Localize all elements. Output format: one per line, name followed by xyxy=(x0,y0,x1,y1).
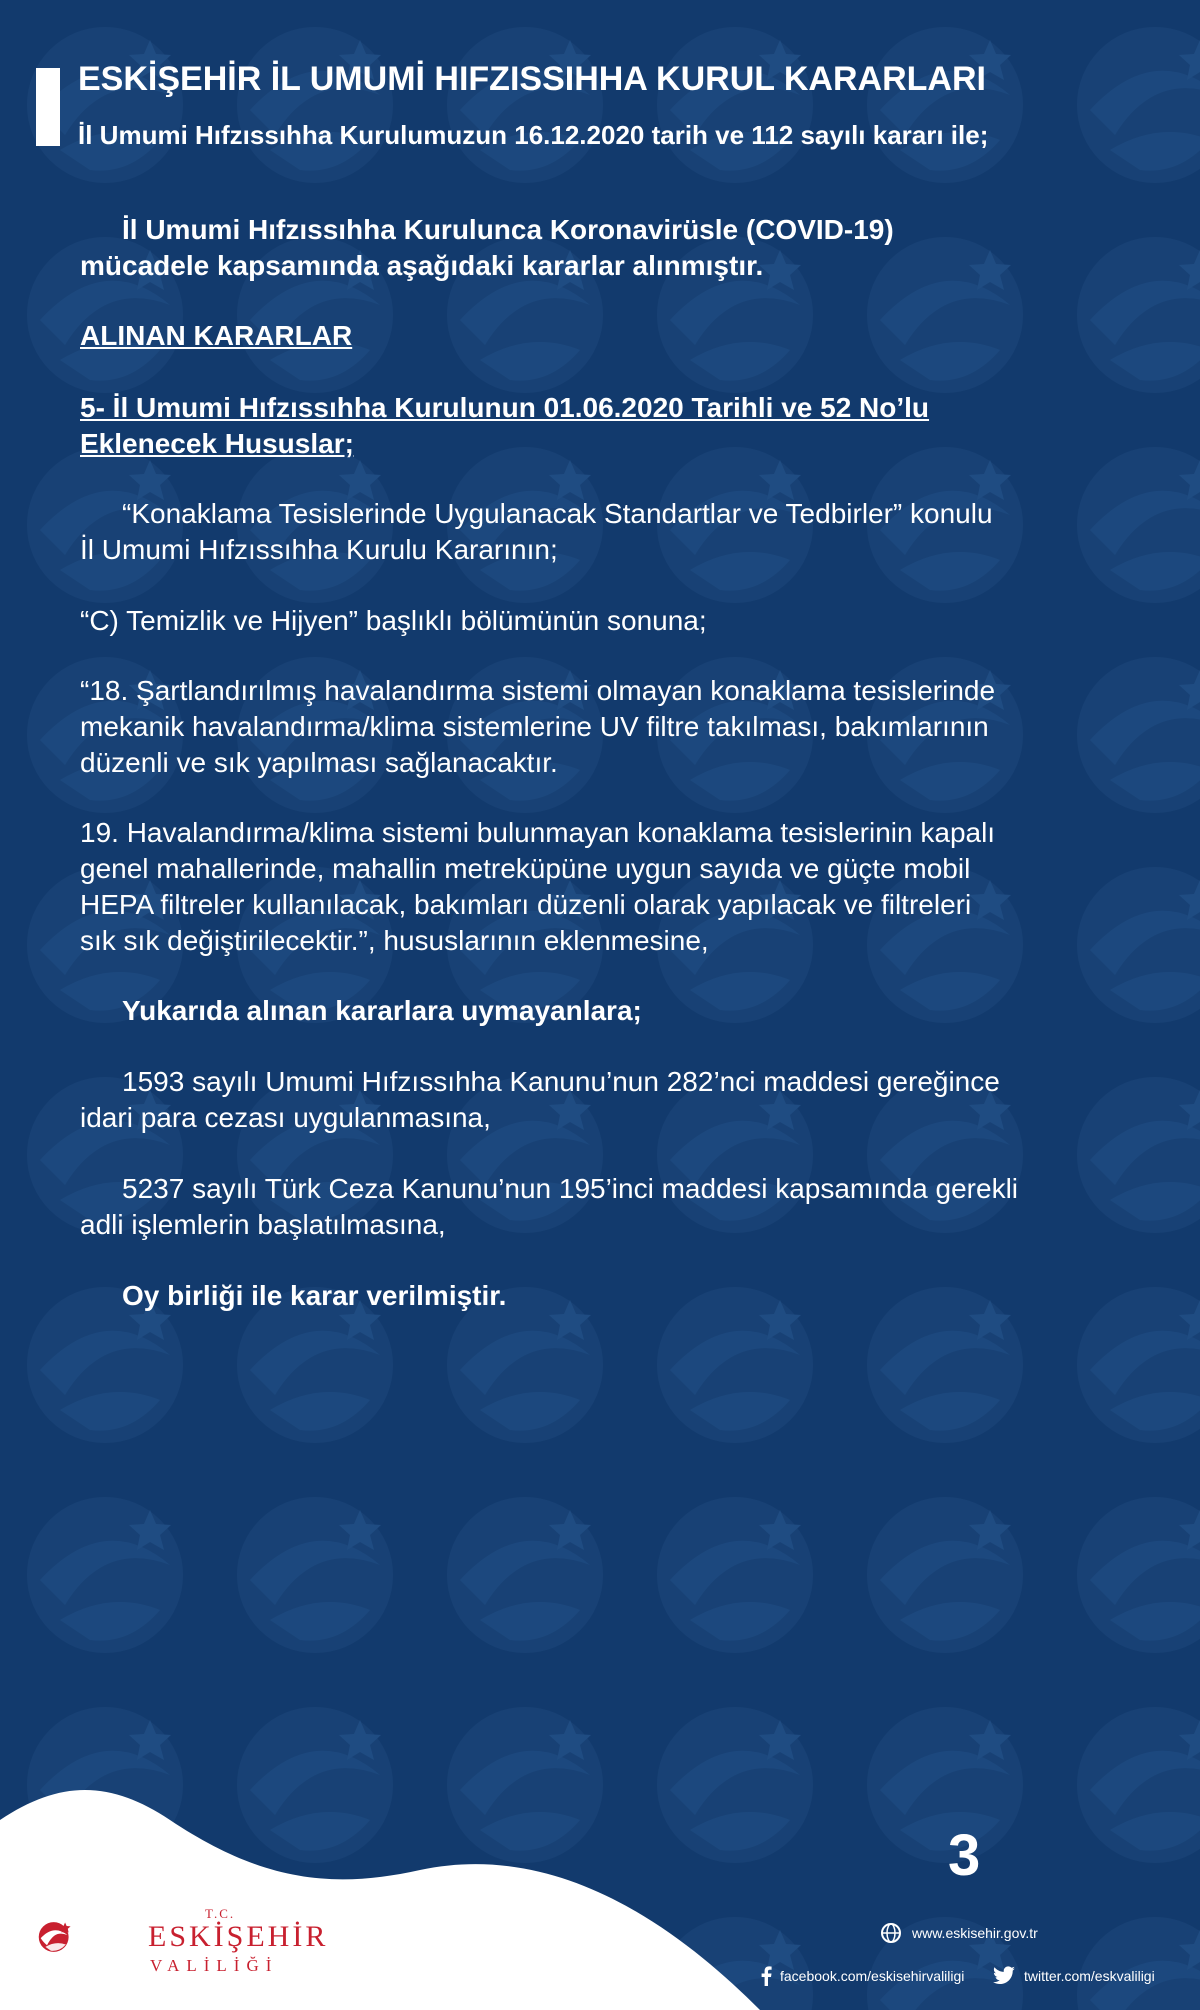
website-link[interactable]: www.eskisehir.gov.tr xyxy=(912,1925,1038,1941)
paragraph-line: 19. Havalandırma/klima sistemi bulunmayan konaklama tesislerinin kapalı xyxy=(80,817,996,848)
title-accent-bar xyxy=(36,68,60,146)
paragraph-line: İl Umumi Hıfzıssıhha Kurulu Kararının; xyxy=(80,534,558,565)
item-heading-line: Eklenecek Hususlar; xyxy=(80,428,354,459)
page-title: ESKİŞEHİR İL UMUMİ HIFZISSIHHA KURUL KARARLARI xyxy=(78,60,986,98)
paragraph-line: sık sık değiştirilecektir.”, hususlarının eklenmesine, xyxy=(80,925,709,956)
paragraph-line: 1593 sayılı Umumi Hıfzıssıhha Kanunu’nun 282’nci maddesi gereğince xyxy=(122,1066,1000,1097)
warning-paragraph: Yukarıda alınan kararlara uymayanlara; xyxy=(122,995,642,1026)
paragraph-line: idari para cezası uygulanmasına, xyxy=(80,1102,491,1133)
twitter-bird-icon xyxy=(992,1966,1016,1986)
item-heading xyxy=(80,390,1140,462)
paragraph-4 xyxy=(80,815,1140,959)
footer-website[interactable] xyxy=(880,1922,1038,1944)
paragraph-line: “18. Şartlandırılmış havalandırma sistemi olmayan konaklama tesislerinde xyxy=(80,675,996,706)
penalty-paragraph-2 xyxy=(80,1171,1140,1243)
paragraph-line: mekanik havalandırma/klima sistemlerine UV filtre takılması, bakımlarının xyxy=(80,711,989,742)
paragraph-3 xyxy=(80,673,1140,781)
paragraph-line: 5237 sayılı Türk Ceza Kanunu’nun 195’inci maddesi kapsamında gerekli xyxy=(122,1173,1019,1204)
conclusion-paragraph: Oy birliği ile karar verilmiştir. xyxy=(122,1280,507,1311)
paragraph-line: adli işlemlerin başlatılmasına, xyxy=(80,1209,446,1240)
paragraph-1 xyxy=(80,496,1140,568)
globe-icon xyxy=(880,1922,902,1944)
logo-tc-text: T.C. xyxy=(205,1906,236,1921)
paragraph-2: “C) Temizlik ve Hijyen” başlıklı bölümünün sonuna; xyxy=(80,605,707,636)
facebook-icon xyxy=(760,1966,772,1986)
logo-gov-text: VALİLİĞİ xyxy=(150,1956,279,1975)
facebook-link[interactable]: facebook.com/eskisehirvaliligi xyxy=(780,1968,965,1984)
intro-line: mücadele kapsamında aşağıdaki kararlar alınmıştır. xyxy=(80,250,764,281)
page-number: 3 xyxy=(948,1823,981,1888)
section-heading: ALINAN KARARLAR xyxy=(80,320,353,351)
footer-facebook[interactable] xyxy=(760,1966,964,1986)
twitter-link[interactable]: twitter.com/eskvaliligi xyxy=(1024,1968,1155,1984)
paragraph-line: düzenli ve sık yapılması sağlanacaktır. xyxy=(80,747,558,778)
intro-line: İl Umumi Hıfzıssıhha Kurulunca Koronavirüsle (COVID-19) xyxy=(122,214,894,245)
penalty-paragraph-1 xyxy=(80,1064,1140,1136)
intro-paragraph xyxy=(80,212,1140,284)
logo-city-text: ESKİŞEHİR xyxy=(148,1920,329,1953)
footer-twitter[interactable] xyxy=(992,1966,1155,1986)
paragraph-line: genel mahallerinde, mahallin metreküpüne uygun sayıda ve güçte mobil xyxy=(80,853,971,884)
paragraph-line: “Konaklama Tesislerinde Uygulanacak Standartlar ve Tedbirler” konulu xyxy=(122,498,993,529)
paragraph-line: HEPA filtreler kullanılacak, bakımları düzenli olarak yapılacak ve filtreleri xyxy=(80,889,972,920)
item-heading-line: 5- İl Umumi Hıfzıssıhha Kurulunun 01.06.2020 Tarihli ve 52 No’lu xyxy=(80,392,930,423)
eskisehir-emblem-icon xyxy=(36,1892,146,1982)
page-subtitle: İl Umumi Hıfzıssıhha Kurulumuzun 16.12.2020 tarih ve 112 sayılı kararı ile; xyxy=(78,120,989,150)
